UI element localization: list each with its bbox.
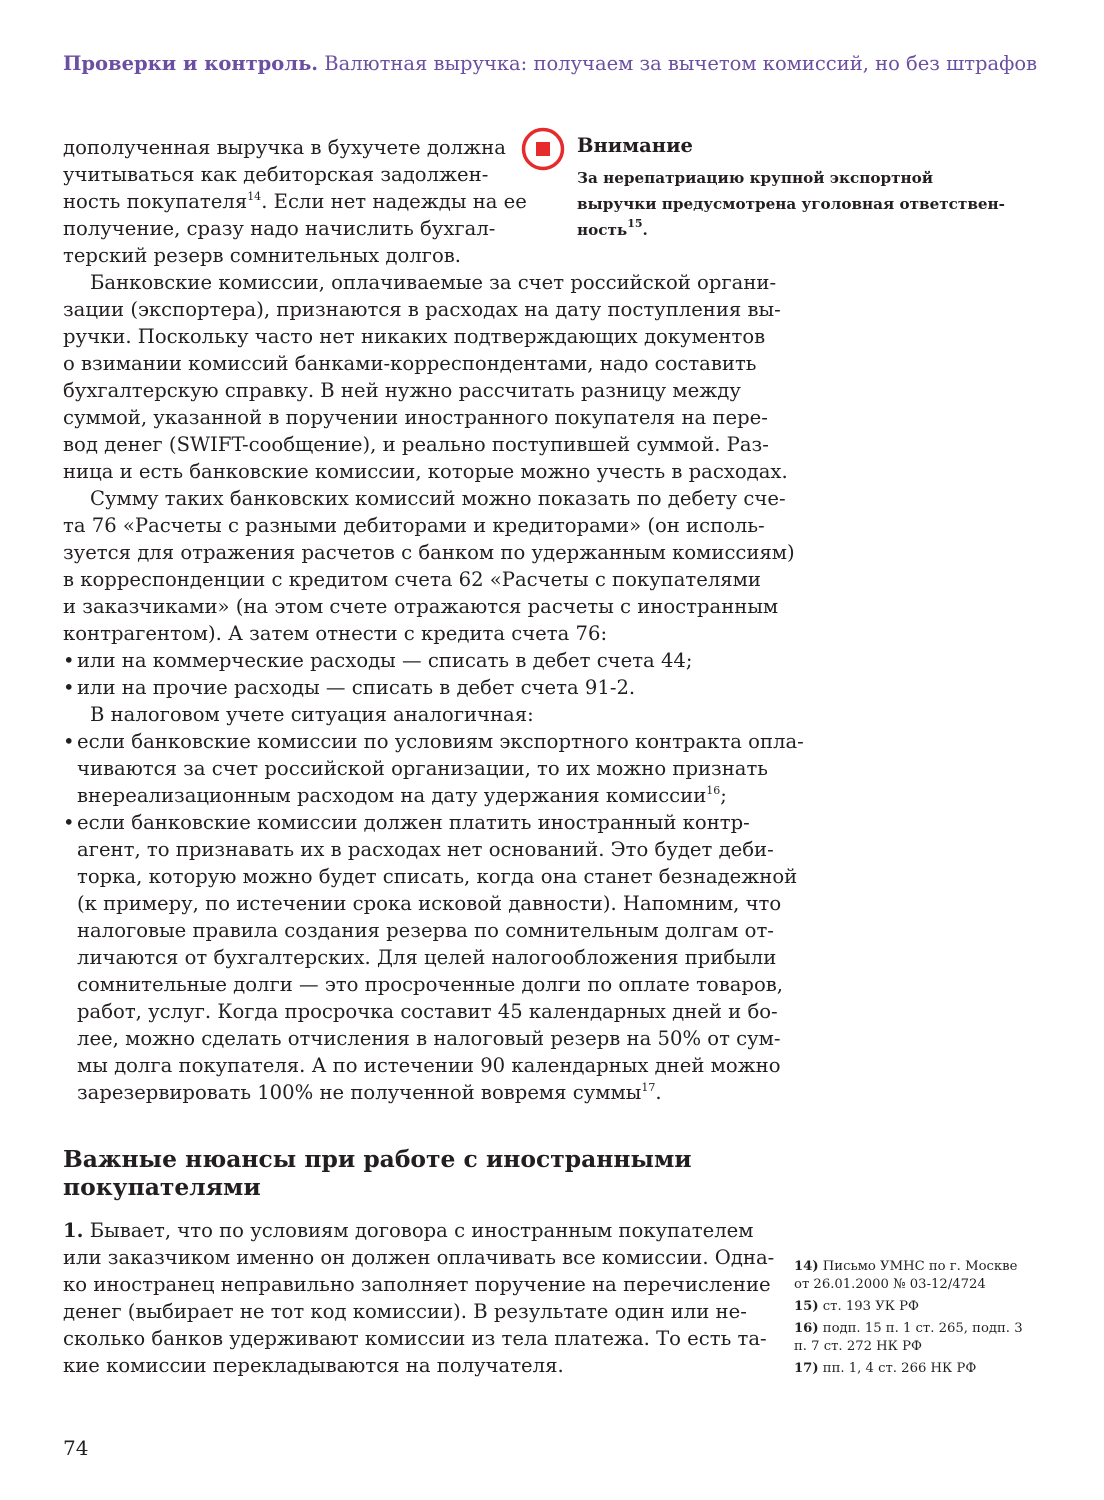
section-heading [63,1145,763,1201]
text-fragment: . Если нет надежды на ее [261,190,527,213]
intro-paragraph [63,134,527,269]
text-line: Банковские комиссии, оплачиваемые за счет российской органи- [90,271,777,294]
text-line: зуется для отражения расчетов с банком по удержанным комиссиям) [63,541,795,564]
text-line: Сумму таких банковских комиссий можно показать по дебету сче- [90,487,786,510]
footnote-ref: 15 [627,217,643,230]
footnote-number: 16) [794,1321,819,1336]
text-fragment: . [642,221,648,239]
footnote [794,1320,1024,1356]
bullet-icon: • [63,811,75,834]
header-title: Валютная выручка: получаем за вычетом комиссий, но без штрафов [324,52,1038,75]
text-line [63,1217,754,1244]
text-line: работ, услуг. Когда просрочка составит 45 календарных дней и бо- [77,1000,778,1023]
header-section: Проверки и контроль. [63,52,319,75]
footnotes [794,1258,1024,1382]
text-line: вод денег (SWIFT-сообщение), и реально поступившей суммой. Раз- [63,433,769,456]
running-header [63,52,1063,75]
text-line: или заказчиком именно он должен оплачивать все комиссии. Одна- [63,1246,775,1269]
text-line: денег (выбирает не тот код комиссии). В результате один или не- [63,1300,747,1323]
text-fragment: Бывает, что по условиям договора с иностранным покупателем [89,1219,754,1242]
text-line: ница и есть банковские комиссии, которые можно учесть в расходах. [63,460,788,483]
text-line: в корреспонденции с кредитом счета 62 «Расчеты с покупателями [63,568,761,591]
bullet-icon: • [63,676,75,699]
text-line: За нерепатриацию крупной экспортной [577,169,934,187]
text-fragment: ность [577,221,628,239]
text-fragment: внереализационным расходом на дату удержания комиссии [77,784,707,807]
text-line [63,1079,740,1106]
footnote-text: ст. 193 УК РФ [822,1299,919,1314]
text-fragment: ; [720,784,727,807]
main-text [63,269,804,1106]
section-paragraph [63,1217,775,1379]
item-number: 1. [63,1219,84,1242]
footnote-text: подп. 15 п. 1 ст. 265, подп. 3 п. 7 ст. 272 НК РФ [794,1321,1023,1354]
text-line: суммой, указанной в поручении иностранного покупателя на пере- [63,406,768,429]
page-number: 74 [63,1436,89,1460]
list-item-text: или на прочие расходы — списать в дебет счета 91-2. [77,676,636,699]
text-line: о взимании комиссий банками-корреспондентами, надо составить [63,352,757,375]
list-item [63,647,740,674]
text-line: выручки предусмотрена уголовная ответствен- [577,195,1005,213]
text-line: та 76 «Расчеты с разными дебиторами и кредиторами» (он исполь- [63,514,765,537]
text-line: бухгалтерскую справку. В ней нужно рассчитать разницу между [63,379,741,402]
text-fragment: . [655,1081,662,1104]
text-line: учитываться как дебиторская задолжен- [63,163,489,186]
footnote [794,1298,1024,1316]
text-fragment: зарезервировать 100% не полученной вовремя суммы [77,1081,642,1104]
footnote-ref: 14 [247,190,262,203]
text-line [63,782,740,809]
footnote-text: Письмо УМНС по г. Москве от 26.01.2000 № 03-12/4724 [794,1259,1018,1292]
text-line: чиваются за счет российской организации, то их можно признать [77,757,768,780]
text-line: и заказчиками» (на этом счете отражаются расчеты с иностранным [63,595,779,618]
heading-line: Важные нюансы при работе с иностранными [63,1145,692,1173]
list-item-text: если банковские комиссии должен платить иностранный контр- [77,811,750,834]
heading-line: покупателями [63,1173,261,1201]
text-line: В налоговом учете ситуация аналогичная: [90,703,534,726]
text-line: ко иностранец неправильно заполняет поручение на перечисление [63,1273,771,1296]
list-item [63,728,804,755]
text-line: лее, можно сделать отчисления в налоговый резерв на 50% от сум- [77,1027,781,1050]
text-line: сколько банков удерживают комиссии из тела платежа. То есть та- [63,1327,767,1350]
text-line: (к примеру, по истечении срока исковой давности). Напомним, что [77,892,782,915]
footnote [794,1360,1024,1378]
attention-title: Внимание [577,134,693,157]
text-line: сомнительные долги — это просроченные долги по оплате товаров, [77,973,784,996]
text-line [577,217,1000,243]
footnote-number: 17) [794,1361,819,1376]
bullet-icon: • [63,730,75,753]
footnote-number: 14) [794,1259,819,1274]
text-fragment: ность покупателя [63,190,248,213]
text-line: дополученная выручка в бухучете должна [63,136,506,159]
text-line [63,188,527,215]
text-line: зации (экспортера), признаются в расходах на дату поступления вы- [63,298,781,321]
list-item [63,809,750,836]
text-line: получение, сразу надо начислить бухгал- [63,217,496,240]
footnote-number: 15) [794,1299,819,1314]
text-line: агент, то признавать их в расходах нет оснований. Это будет деби- [77,838,774,861]
text-line: контрагентом). А затем отнести с кредита счета 76: [63,622,608,645]
text-line: ручки. Поскольку часто нет никаких подтверждающих документов [63,325,766,348]
list-item-text: если банковские комиссии по условиям экспортного контракта опла- [77,730,804,753]
text-line: мы долга покупателя. А по истечении 90 календарных дней можно [77,1054,781,1077]
text-line: личаются от бухгалтерских. Для целей налогообложения прибыли [77,946,777,969]
stop-icon [521,127,565,171]
footnote-ref: 17 [641,1081,656,1094]
text-line: торка, которую можно будет списать, когда она станет безнадежной [77,865,798,888]
text-line: кие комиссии перекладываются на получателя. [63,1354,564,1377]
list-item [63,674,740,701]
footnote-text: пп. 1, 4 ст. 266 НК РФ [822,1361,977,1376]
text-line: налоговые правила создания резерва по сомнительным долгам от- [77,919,774,942]
footnote-ref: 16 [706,784,721,797]
attention-text [577,165,1005,243]
list-item-text: или на коммерческие расходы — списать в дебет счета 44; [77,649,693,672]
bullet-icon: • [63,649,75,672]
text-line: терский резерв сомнительных долгов. [63,244,462,267]
footnote [794,1258,1024,1294]
